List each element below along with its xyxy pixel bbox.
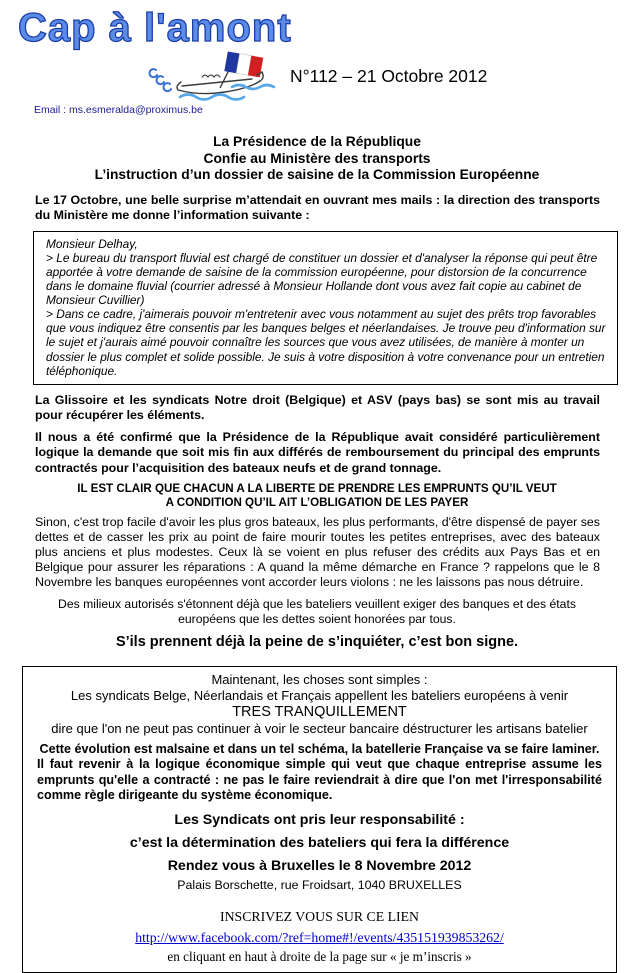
cta-line-2: c’est la détermination des bateliers qui fera la différence	[129, 834, 510, 851]
cta-line-1: Les Syndicats ont pris leur responsabilité :	[174, 811, 465, 828]
quote-salutation: Monsieur Delhay,	[46, 236, 138, 251]
wake-swirls	[149, 69, 171, 91]
paragraph-milieux: Des milieux autorisés s'étonnent déjà que les bateliers veuillent exiger des banques et des états européens que les dettes soient honorées par tous.	[58, 597, 576, 627]
paragraph-sinon: Sinon, c'est trop facile d'avoir les plus gros bateaux, les plus performants, d'être dispensé de payer ses dettes et de casser les prix au point de faire mourir toutes les petites entreprises, avec des bateaux plus anciens et plus modestes. Ceux là se voient en plus refuser des crédits aux Pays Bas et en Belgique pour assurer les réparations : A quand la même démarche en France ? rappelons que le 8 Novembre les banques européennes vont accorder leurs violons : ne les laissons pas nous détruire.	[35, 515, 600, 590]
intro-paragraph: Le 17 Octobre, une belle surprise m’attendait en ouvrant mes mails : la direction des transports du Ministère me donne l’information suivante :	[35, 192, 600, 223]
newsletter-logo: Cap à l'amont	[18, 6, 292, 50]
quoted-email-box	[33, 231, 618, 385]
paragraph-evolution: Cette évolution est malsaine et dans un tel schéma, la batellerie Française va se faire laminer.	[39, 741, 600, 756]
paragraph-glissoire: La Glissoire et les syndicats Notre droit (Belgique) et ASV (pays bas) se sont mis au travail pour récupérer les éléments.	[35, 392, 600, 423]
main-content	[0, 130, 634, 973]
call-line-3: TRES TRANQUILLEMENT	[232, 703, 407, 720]
register-note: en cliquant en haut à droite de la page sur « je m’inscris »	[167, 948, 472, 964]
facebook-event-link[interactable]: http://www.facebook.com/?ref=home#!/events/435151939853262/	[135, 929, 504, 945]
headline-line-2: Confie au Ministère des transports	[203, 150, 431, 166]
headline-line-1: La Présidence de la République	[213, 134, 421, 149]
register-heading: INSCRIVEZ VOUS SUR CE LIEN	[219, 908, 420, 924]
headline-line-3: L’instruction d’un dossier de saisine de la Commission Européenne	[94, 167, 540, 183]
call-line-1: Maintenant, les choses sont simples :	[211, 671, 428, 687]
call-line-4: dire que l'on ne peut pas continuer à voir le secteur bancaire déstructurer les artisans batelier	[51, 720, 588, 736]
boat-flag-logo	[140, 46, 280, 106]
quote-paragraph-1: > Le bureau du transport fluvial est chargé de constituer un dossier et d'analyser la réponse qui peut être apportée à votre demande de saisine de la commission européenne, pour distorsion de la concurrence dans le domaine fluvial (courrier adressé à Monsieur Hollande dont vous avez fait copie au cabinet de Monsieur Cuvillier)	[46, 250, 598, 308]
issue-number: N°112 – 21 Octobre 2012	[290, 66, 488, 86]
slogan-line-1: IL EST CLAIR QUE CHACUN A LA LIBERTE DE PRENDRE LES EMPRUNTS QU’IL VEUT	[77, 482, 557, 496]
call-line-2: Les syndicats Belge, Néerlandais et Français appellent les bateliers européens à venir	[70, 687, 569, 703]
slogan	[20, 482, 614, 509]
quote-paragraph-2: > Dans ce cadre, j'aimerais pouvoir m'entretenir avec vous notamment au sujet des prêts trop favorables que vous indiquez être consentis par les banques belges et néerlandaises. Je trouve peu d'information sur le sujet et j'aurais aimé pouvoir connaître les sources que vous avez utilisées, de manière à monter un dossier le plus complet et solide possible. Je suis à votre disposition à votre convenance pour un entretien téléphonique.	[46, 307, 606, 378]
venue-address: Palais Borschette, rue Froidsart, 1040 BRUXELLES	[177, 877, 462, 892]
headline	[0, 130, 634, 184]
french-flag-icon	[224, 51, 263, 77]
paragraph-confirme: Il nous a été confirmé que la Présidence de la République avait considéré particulièrement logique la demande que soit mis fin aux différés de remboursement du principal des emprunts contractés pour l’acquisition des bateaux neufs et de grand tonnage.	[35, 429, 600, 475]
slogan-line-2: A CONDITION QU’IL AIT L’OBLIGATION DE LES PAYER	[165, 495, 469, 509]
cta-line-3: Rendez vous à Bruxelles le 8 Novembre 2012	[167, 857, 472, 874]
call-to-action-box	[22, 666, 617, 973]
paragraph-bon-signe: S’ils prennent déjà la peine de s’inquiéter, c’est bon signe.	[115, 634, 519, 651]
paragraph-logique: Il faut revenir à la logique économique simple qui veut que chaque entreprise assume les emprunts qu'elle a contracté : ne pas le faire reviendrait à dire que l'on met l'irresponsabilité comme règle dirigeante du système économique.	[37, 757, 602, 803]
email-address: Email : ms.esmeralda@proximus.be	[34, 104, 203, 116]
